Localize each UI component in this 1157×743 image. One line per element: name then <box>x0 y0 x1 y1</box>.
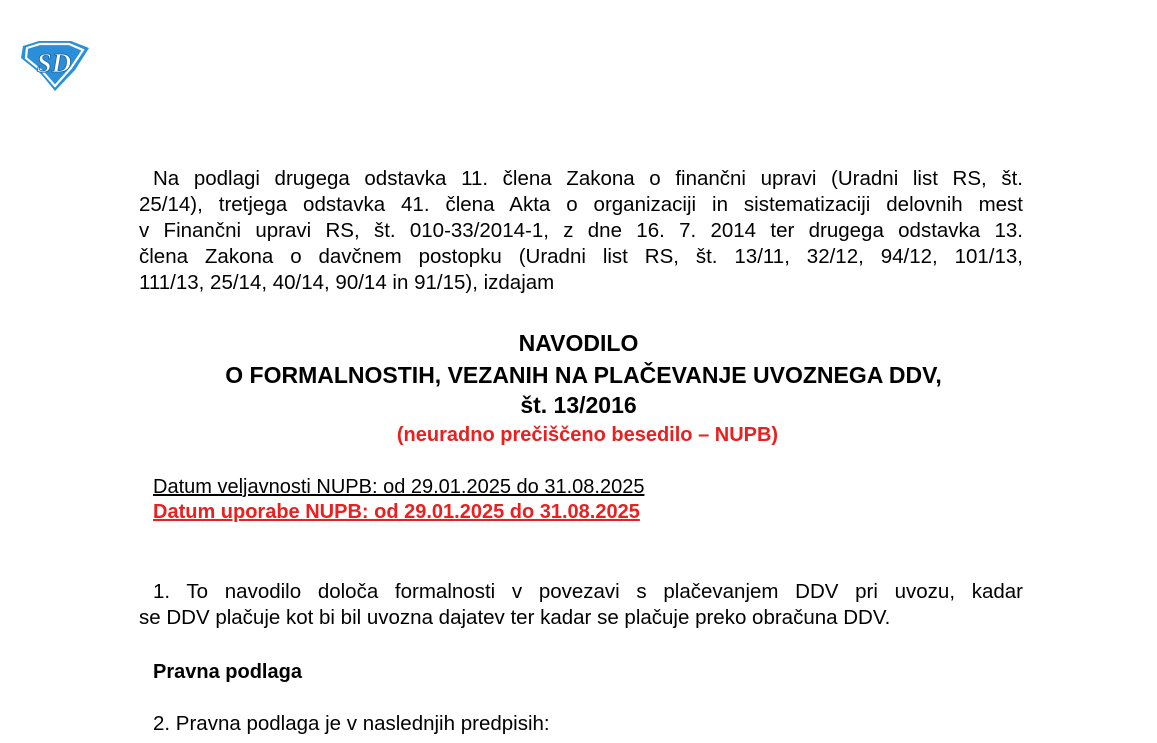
usage-date: Datum uporabe NUPB: od 29.01.2025 do 31.08.2025 <box>153 501 640 523</box>
intro-line: 111/13, 25/14, 40/14, 90/14 in 91/15), izdajam <box>139 271 555 294</box>
financial-administration-logo <box>19 40 91 92</box>
intro-line: člena Zakona o davčnem postopku (Uradni list RS, št. 13/11, 32/12, 94/12, 101/13, <box>139 245 1023 268</box>
section-heading-legal-basis: Pravna podlaga <box>153 661 302 683</box>
document-number: št. 13/2016 <box>520 392 637 418</box>
point-1-line: se DDV plačuje kot bi bil uvozna dajatev ter kadar se plačuje preko obračuna DDV. <box>139 606 891 629</box>
intro-paragraph <box>139 166 1023 296</box>
document-subtitle: O FORMALNOSTIH, VEZANIH NA PLAČEVANJE UVOZNEGA DDV, <box>225 362 942 388</box>
validity-date: Datum veljavnosti NUPB: od 29.01.2025 do 31.08.2025 <box>153 476 645 498</box>
point-2-paragraph: 2. Pravna podlaga je v naslednjih predpisih: <box>153 712 550 735</box>
logo-text: SD <box>36 48 72 78</box>
intro-line: 25/14), tretjega odstavka 41. člena Akta o organizaciji in sistematizaciji delovnih mest <box>139 193 1023 216</box>
intro-line: Na podlagi drugega odstavka 11. člena Zakona o finančni upravi (Uradni list RS, št. <box>153 167 1023 190</box>
point-1-paragraph <box>139 579 1023 631</box>
unofficial-text-note: (neuradno prečiščeno besedilo – NUPB) <box>396 424 779 446</box>
intro-line: v Finančni upravi RS, št. 010-33/2014-1, z dne 16. 7. 2014 ter drugega odstavka 13. <box>139 219 1023 242</box>
point-1-line: 1. To navodilo določa formalnosti v povezavi s plačevanjem DDV pri uvozu, kadar <box>153 580 1023 603</box>
document-title: NAVODILO <box>518 330 639 356</box>
